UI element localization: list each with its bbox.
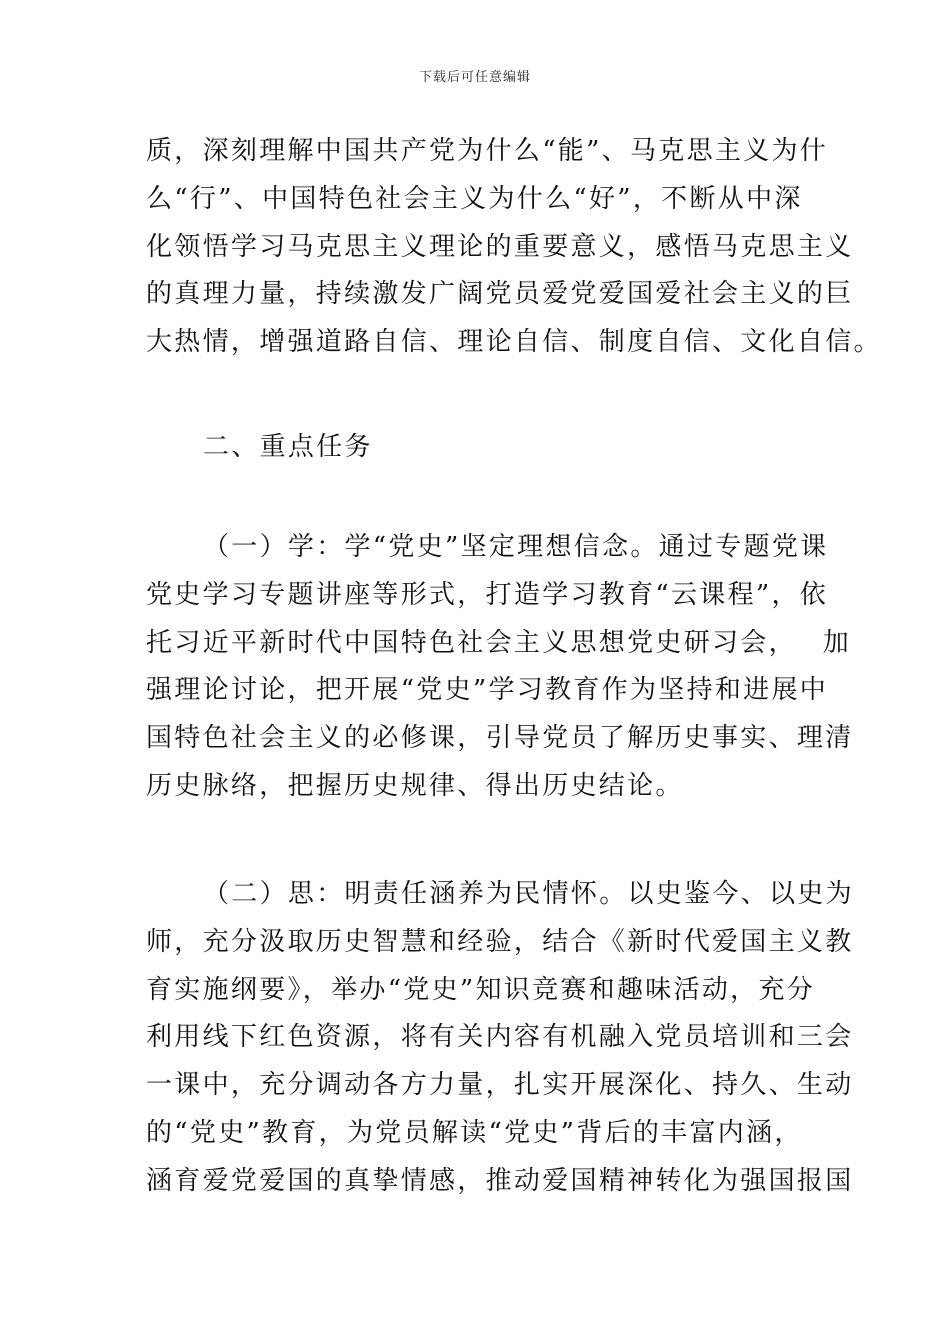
text-line: 大热情，增强道路自信、理论自信、制度自信、文化自信。 <box>146 327 882 358</box>
text-line: 涵育爱党爱国的真挚情感，推动爱国精神转化为强国报国 <box>146 1165 854 1196</box>
section-heading <box>146 424 816 472</box>
text-line: 一课中，充分调动各方力量，扎实开展深化、持久、生动 <box>146 1070 854 1101</box>
text-line: 托习近平新时代中国特色社会主义思想党史研习会， 加 <box>146 627 852 658</box>
text-line: 利用线下红色资源，将有关内容有机融入党员培训和三会 <box>146 1022 854 1053</box>
paragraph-study <box>146 524 854 811</box>
text-line: 师，充分汲取历史智慧和经验，结合《新时代爱国主义教 <box>146 926 854 957</box>
text-line: 历史脉络，把握历史规律、得出历史结论。 <box>146 770 684 801</box>
text-line: 的真理力量，持续激发广阔党员爱党爱国爱社会主义的巨 <box>146 279 854 310</box>
text-line: 育实施纲要》，举办“党史”知识竞赛和趣味活动，充分 <box>146 974 816 1005</box>
paragraph-reflect <box>146 871 854 1206</box>
text-line: 强理论讨论，把开展“党史”学习教育作为坚持和进展中 <box>146 675 829 706</box>
text-line: 国特色社会主义的必修课，引导党员了解历史事实、理清 <box>146 723 854 754</box>
text-line: 的“党史”教育，为党员解读“党史”背后的丰富内涵， <box>146 1117 803 1148</box>
text-line: 党史学习专题讲座等形式，打造学习教育“云课程”，依 <box>146 579 829 610</box>
text-line: （二）思：明责任涵养为民情怀。以史鉴今、以史为 <box>203 879 854 909</box>
paragraph-continuation <box>146 128 882 367</box>
text-line: 质，深刻理解中国共产党为什么“能”、马克思主义为什 <box>146 136 829 166</box>
page-header: 下载后可任意编辑 <box>418 70 531 85</box>
text-line: 么“行”、中国特色社会主义为什么“好”，不断从中深 <box>146 183 803 214</box>
section-heading-text: 二、重点任务 <box>203 432 373 462</box>
text-line: （一）学：学“党史”坚定理想信念。通过专题党课 <box>203 532 829 562</box>
text-line: 化领悟学习马克思主义理论的重要意义，感悟马克思主义 <box>146 231 854 262</box>
